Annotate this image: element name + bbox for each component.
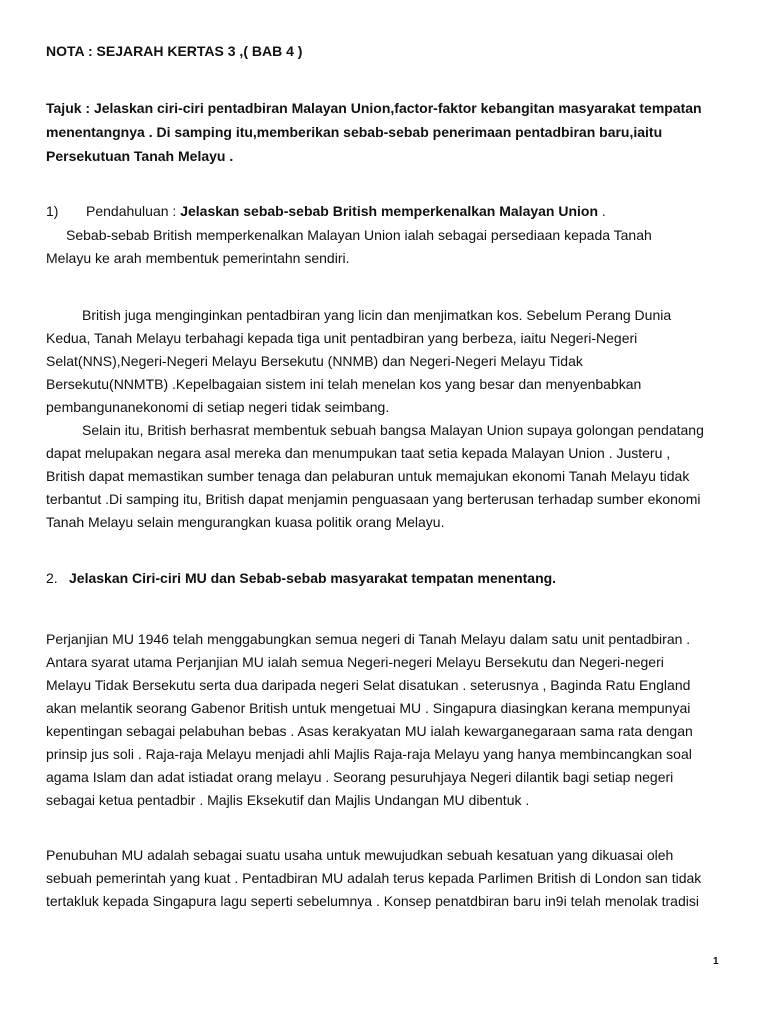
- section-2-number: 2.: [46, 570, 58, 586]
- section-1-heading-end: .: [598, 203, 606, 219]
- paragraph-line: Tanah Melayu selain mengurangkan kuasa politik orang Melayu.: [46, 514, 445, 530]
- section-2-heading: Jelaskan Ciri-ciri MU dan Sebab-sebab masyarakat tempatan menentang.: [69, 570, 557, 586]
- paragraph-line: Selain itu, British berhasrat membentuk sebuah bangsa Malayan Union supaya golongan pendatang: [82, 422, 704, 438]
- paragraph-line: Antara syarat utama Perjanjian MU ialah semua Negeri-negeri Melayu Bersekutu dan Negeri-negeri: [46, 654, 664, 670]
- paragraph-line: kepentingan sebagai pelabuhan bebas . Asas kerakyatan MU ialah kewarganegaraan sama rata dengan: [46, 723, 693, 739]
- paragraph-line: Melayu ke arah membentuk pemerintahn sendiri.: [46, 250, 350, 266]
- document-header: NOTA : SEJARAH KERTAS 3 ,( BAB 4 ): [46, 43, 303, 59]
- paragraph-line: Bersekutu(NNMTB) .Kepelbagaian sistem ini telah menelan kos yang besar dan menyenbabkan: [46, 376, 642, 392]
- paragraph-line: sebagai ketua pentadbir . Majlis Eksekutif dan Majlis Undangan MU dibentuk .: [46, 792, 530, 808]
- section-1-title: Jelaskan sebab-sebab British memperkenalkan Malayan Union: [180, 203, 599, 219]
- paragraph-line: Perjanjian MU 1946 telah menggabungkan semua negeri di Tanah Melayu dalam satu unit pentadbiran .: [46, 631, 691, 647]
- paragraph-line: terbantut .Di samping itu, British dapat menjamin penguasaan yang berterusan terhadap sumber ekonomi: [46, 491, 701, 507]
- paragraph-line: pembangunanekonomi di setiap negeri tidak seimbang.: [46, 399, 390, 415]
- tajuk-line: Tajuk : Jelaskan ciri-ciri pentadbiran Malayan Union,factor-faktor kebangitan masyarakat tempatan: [46, 100, 702, 116]
- paragraph-line: Kedua, Tanah Melayu terbahagi kepada tiga unit pentadbiran yang berbeza, iaitu Negeri-Negeri: [46, 330, 638, 346]
- paragraph-line: Melayu Tidak Bersekutu serta dua daripada negeri Selat disatukan . seterusnya , Baginda Ratu England: [46, 677, 691, 693]
- paragraph-line: sebuah pemerintah yang kuat . Pentadbiran MU adalah terus kepada Parlimen British di London san tidak: [46, 870, 702, 886]
- paragraph-line: dapat melupakan negara asal mereka dan menumpukan taat setia kepada Malayan Union . Justeru ,: [46, 445, 671, 461]
- section-1-number: 1): [46, 203, 59, 219]
- paragraph-line: Sebab-sebab British memperkenalkan Malayan Union ialah sebagai persediaan kepada Tanah: [66, 227, 652, 243]
- page-number: 1: [713, 956, 719, 967]
- paragraph-line: Selat(NNS),Negeri-Negeri Melayu Bersekutu (NNMB) dan Negeri-Negeri Melayu Tidak: [46, 353, 583, 369]
- section-1-heading: [86, 202, 606, 220]
- paragraph-line: agama Islam dan adat istiadat orang melayu . Seorang pesuruhjaya Negeri dilantik bagi setiap negeri: [46, 769, 674, 785]
- paragraph-line: prinsip jus soli . Raja-raja Melayu menjadi ahli Majlis Raja-raja Melayu yang hanya membincangkan soal: [46, 746, 692, 762]
- tajuk-line: Persekutuan Tanah Melayu .: [46, 148, 234, 164]
- paragraph-line: Penubuhan MU adalah sebagai suatu usaha untuk mewujudkan sebuah kesatuan yang dikuasai oleh: [46, 847, 674, 863]
- paragraph-line: akan melantik seorang Gabenor British untuk mengetuai MU . Singapura diasingkan kerana mempunyai: [46, 700, 691, 716]
- paragraph-line: British juga menginginkan pentadbiran yang licin dan menjimatkan kos. Sebelum Perang Dunia: [82, 307, 672, 323]
- paragraph-line: British dapat memastikan sumber tenaga dan pelaburan untuk memajukan ekonomi Tanah Melayu tidak: [46, 468, 690, 484]
- section-1-label: Pendahuluan :: [86, 203, 181, 219]
- paragraph-line: tertakluk kepada Singapura lagu seperti sebelumnya . Konsep penatdbiran baru in9i telah menolak tradisi: [46, 893, 699, 909]
- tajuk-line: menentangnya . Di samping itu,memberikan sebab-sebab penerimaan pentadbiran baru,iaitu: [46, 124, 663, 140]
